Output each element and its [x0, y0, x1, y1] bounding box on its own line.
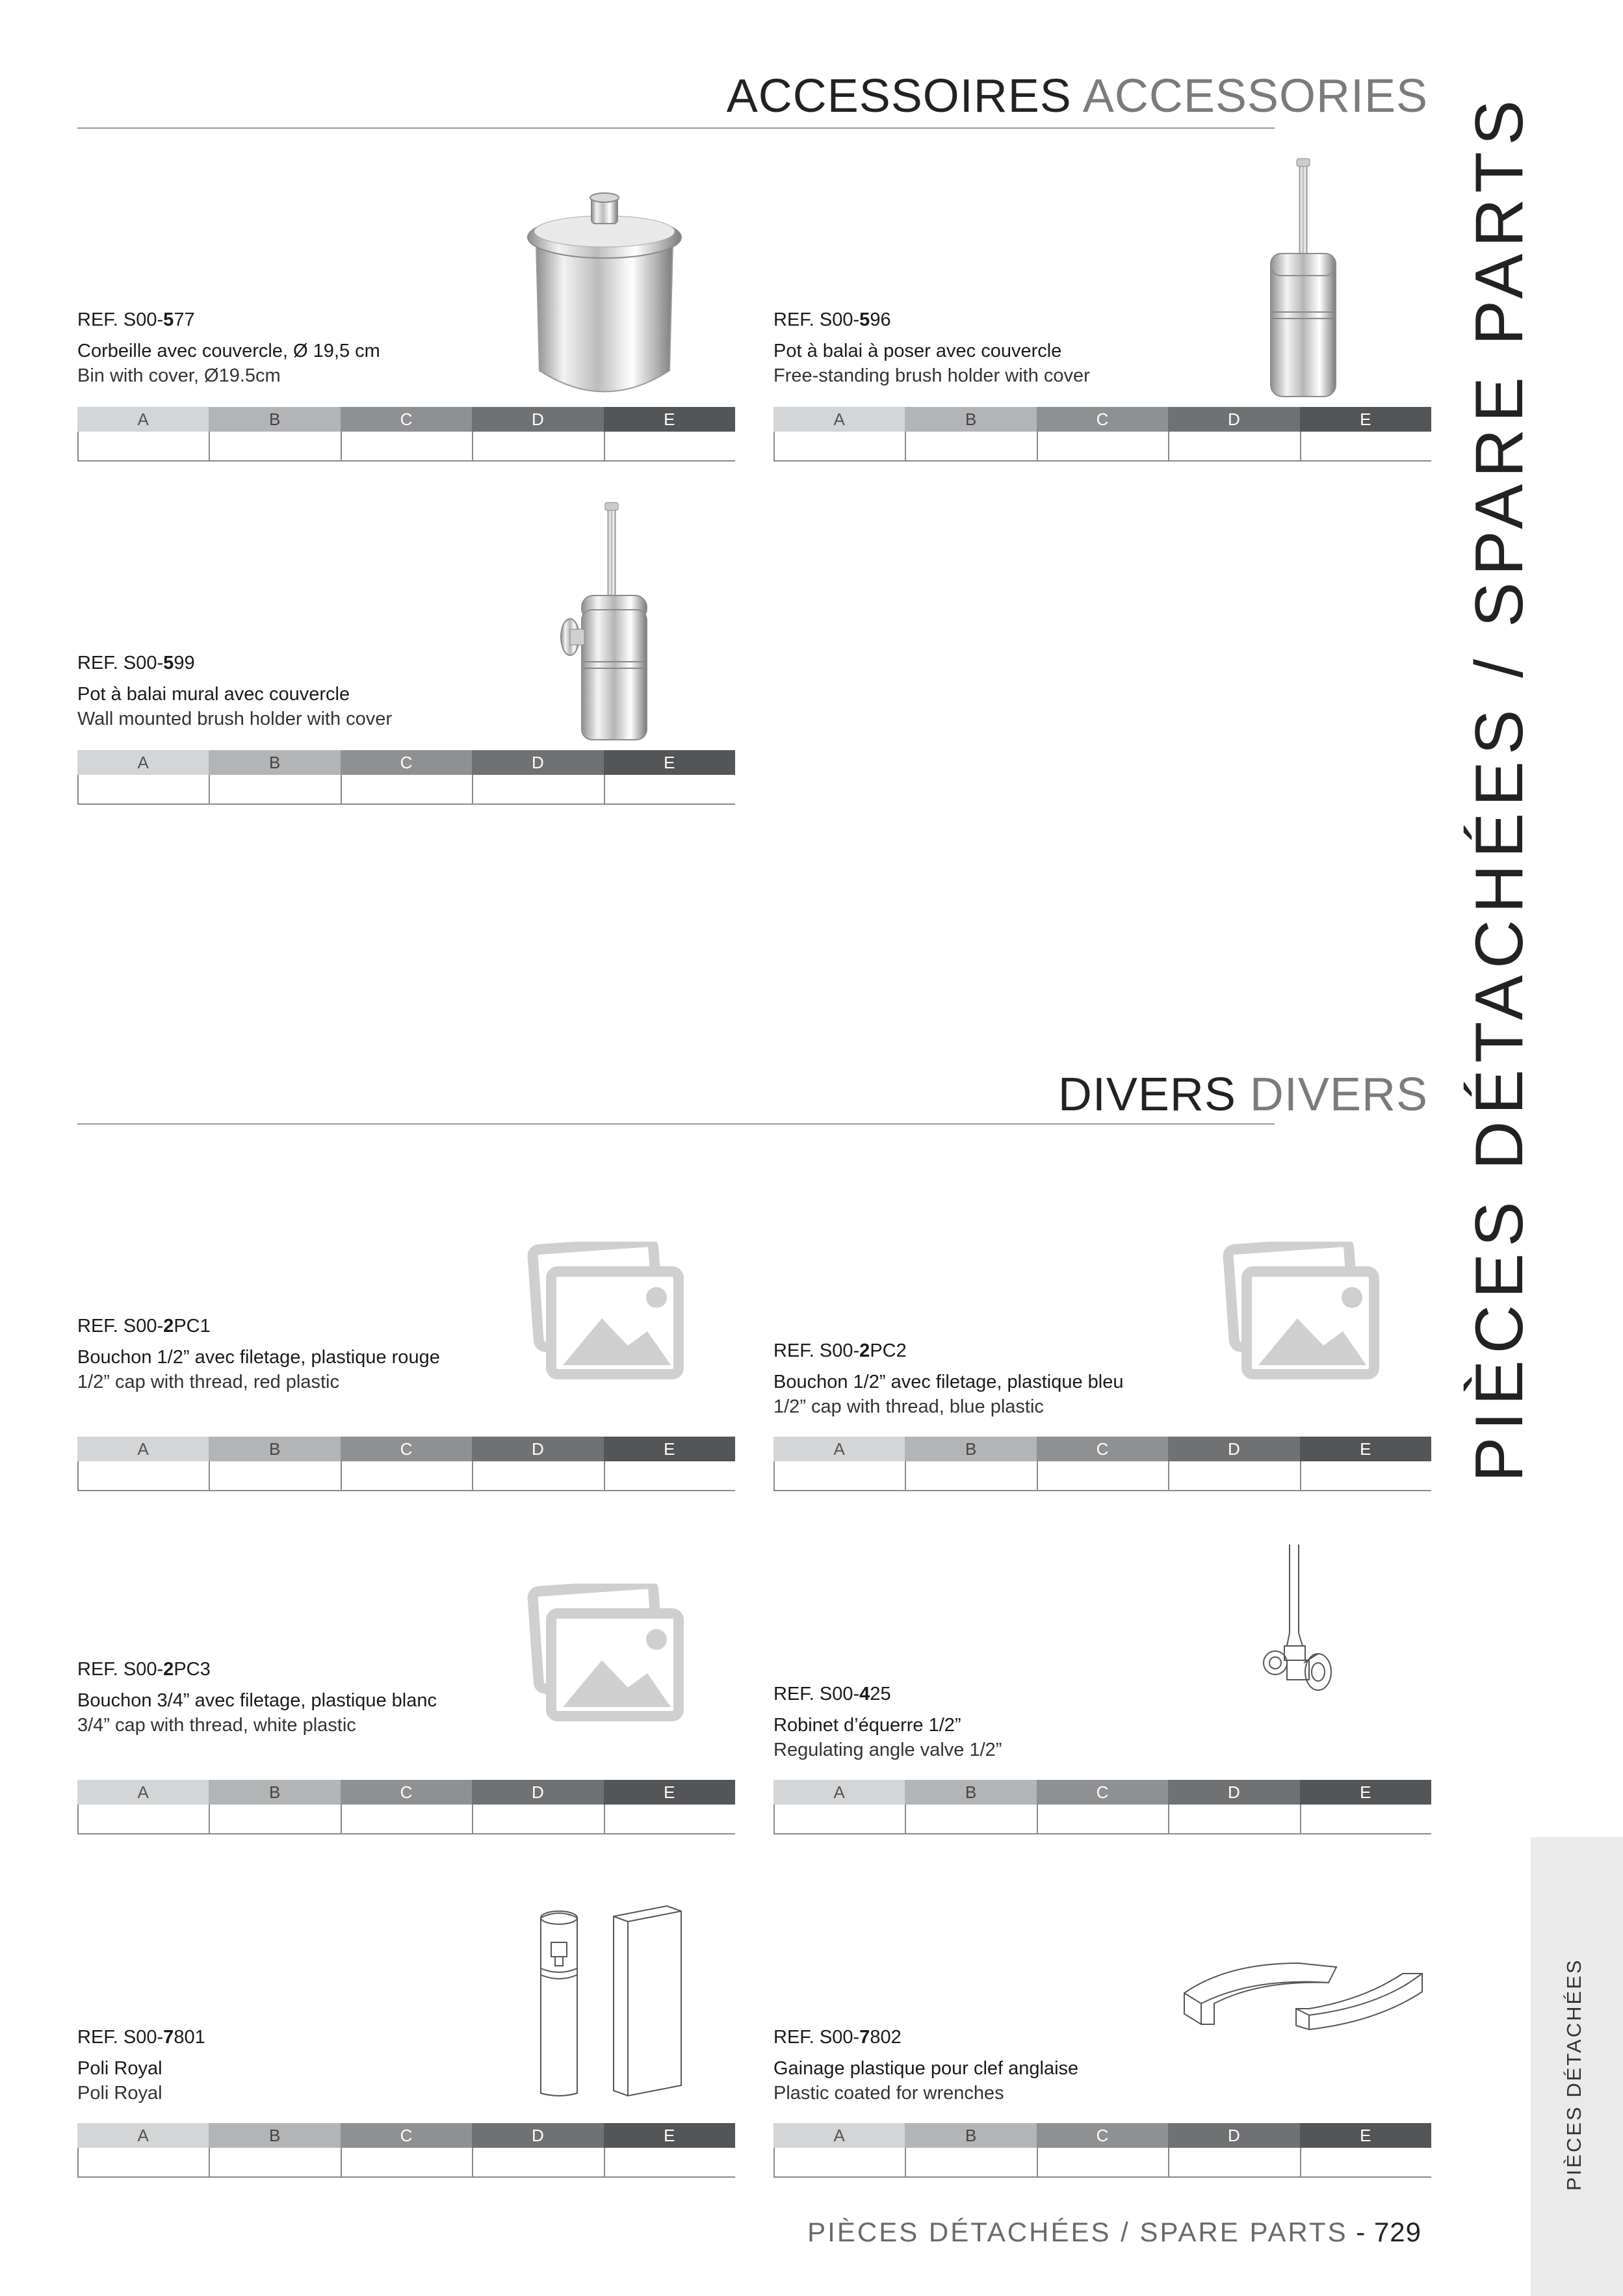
product-description-fr: Gainage plastique pour clef anglaise — [773, 2058, 1079, 2079]
grid-cell — [341, 775, 472, 803]
grid-cell — [209, 1805, 340, 1833]
finish-grid — [77, 407, 735, 462]
grid-col-e: E — [604, 1780, 735, 1805]
grid-col-c: C — [341, 407, 472, 432]
grid-cell — [1168, 432, 1299, 460]
grid-col-b: B — [905, 1780, 1036, 1805]
ref-suffix: 96 — [870, 309, 891, 330]
section-title-fr: DIVERS — [1058, 1069, 1236, 1121]
ref-suffix: PC1 — [174, 1316, 211, 1337]
grid-cell — [77, 432, 209, 460]
grid-col-a: A — [77, 407, 209, 432]
product-ref — [773, 311, 1431, 330]
grid-cell — [209, 1461, 340, 1490]
grid-col-e: E — [604, 2123, 735, 2148]
side-title: PIÈCES DÉTACHÉES / SPARE PARTS — [1462, 94, 1537, 1482]
product-card — [77, 2028, 735, 2106]
grid-cell — [472, 2148, 603, 2176]
grid-cell — [773, 1461, 905, 1490]
grid-cell — [341, 432, 472, 460]
product-ref — [773, 2028, 1431, 2047]
grid-col-d: D — [1168, 1437, 1299, 1461]
grid-cell — [209, 432, 340, 460]
ref-bold: 4 — [859, 1684, 870, 1704]
grid-cell — [1300, 2148, 1431, 2176]
grid-cell — [1168, 1805, 1299, 1833]
grid-cell — [472, 775, 603, 803]
ref-bold: 2 — [163, 1659, 174, 1680]
grid-cell — [341, 1461, 472, 1490]
ref-suffix: 801 — [174, 2027, 205, 2048]
grid-cell — [209, 2148, 340, 2176]
grid-col-a: A — [77, 2123, 209, 2148]
grid-cell — [1037, 2148, 1168, 2176]
finish-grid — [773, 407, 1431, 462]
product-card — [77, 654, 735, 731]
chapter-tab-label: PIÈCES DÉTACHÉES — [1563, 1958, 1585, 2191]
product-description-fr: Pot à balai à poser avec couvercle — [773, 341, 1062, 361]
product-card — [773, 1685, 1431, 1762]
grid-cell — [1300, 432, 1431, 460]
grid-col-a: A — [773, 407, 905, 432]
grid-col-c: C — [341, 2123, 472, 2148]
product-card — [77, 1660, 735, 1738]
grid-cell — [77, 1805, 209, 1833]
product-ref — [77, 1317, 735, 1336]
grid-cell — [341, 2148, 472, 2176]
grid-col-a: A — [77, 1780, 209, 1805]
product-description-en: Free-standing brush holder with cover — [773, 365, 1090, 386]
ref-bold: 7 — [163, 2027, 174, 2048]
grid-col-e: E — [1300, 2123, 1431, 2148]
finish-grid — [77, 2123, 735, 2178]
ref-bold: 5 — [163, 653, 174, 673]
product-card — [77, 311, 735, 388]
grid-col-b: B — [905, 2123, 1036, 2148]
grid-cell — [604, 432, 735, 460]
grid-cell — [905, 1805, 1036, 1833]
finish-grid — [773, 2123, 1431, 2178]
product-description-fr: Bouchon 3/4” avec filetage, plastique blanc — [77, 1690, 437, 1711]
grid-col-d: D — [1168, 1780, 1299, 1805]
ref-suffix: PC3 — [174, 1659, 211, 1680]
ref-bold: 5 — [859, 309, 870, 330]
ref-suffix: PC2 — [870, 1340, 907, 1361]
grid-col-c: C — [341, 750, 472, 775]
product-ref — [77, 311, 735, 330]
ref-suffix: 99 — [174, 653, 195, 673]
product-ref — [77, 2028, 735, 2047]
grid-col-a: A — [77, 1437, 209, 1461]
ref-bold: 2 — [163, 1316, 174, 1337]
ref-prefix: REF. S00- — [773, 309, 860, 330]
grid-col-e: E — [604, 750, 735, 775]
section-title-divers — [1058, 1069, 1428, 1121]
product-description-fr: Poli Royal — [77, 2058, 162, 2079]
product-ref — [77, 654, 735, 673]
grid-cell — [209, 775, 340, 803]
ref-prefix: REF. S00- — [773, 1340, 860, 1361]
finish-grid — [773, 1437, 1431, 1491]
grid-cell — [604, 1805, 735, 1833]
grid-col-b: B — [905, 1437, 1036, 1461]
product-description-fr: Corbeille avec couvercle, Ø 19,5 cm — [77, 341, 380, 361]
grid-cell — [1037, 1461, 1168, 1490]
product-description-fr: Robinet d’équerre 1/2” — [773, 1715, 961, 1736]
ref-suffix: 77 — [174, 309, 195, 330]
page-number: 729 — [1373, 2217, 1422, 2247]
section-title-accessories — [726, 70, 1428, 122]
grid-col-b: B — [209, 407, 340, 432]
finish-grid — [77, 1780, 735, 1834]
ref-prefix: REF. S00- — [77, 309, 164, 330]
grid-col-a: A — [773, 1780, 905, 1805]
product-ref — [77, 1660, 735, 1679]
grid-cell — [341, 1805, 472, 1833]
grid-cell — [604, 2148, 735, 2176]
grid-cell — [604, 775, 735, 803]
section-title-en: DIVERS — [1249, 1069, 1428, 1121]
grid-col-b: B — [905, 407, 1036, 432]
grid-col-d: D — [472, 1780, 603, 1805]
product-card — [77, 1317, 735, 1394]
grid-cell — [1300, 1461, 1431, 1490]
grid-col-e: E — [1300, 1780, 1431, 1805]
ref-prefix: REF. S00- — [773, 1684, 860, 1704]
product-description-en: 1/2” cap with thread, blue plastic — [773, 1396, 1044, 1417]
grid-col-b: B — [209, 2123, 340, 2148]
ref-prefix: REF. S00- — [77, 2027, 164, 2048]
finish-grid — [77, 1437, 735, 1491]
finish-grid — [77, 750, 735, 805]
grid-cell — [472, 1461, 603, 1490]
product-description-en: Bin with cover, Ø19.5cm — [77, 365, 281, 386]
grid-cell — [1300, 1805, 1431, 1833]
product-description-en: 1/2” cap with thread, red plastic — [77, 1372, 339, 1392]
product-card — [773, 1342, 1431, 1419]
section-rule — [77, 127, 1275, 129]
grid-cell — [604, 1461, 735, 1490]
product-card — [773, 311, 1431, 388]
grid-col-a: A — [77, 750, 209, 775]
footer-separator: - — [1347, 2217, 1374, 2247]
grid-col-d: D — [472, 750, 603, 775]
grid-col-e: E — [1300, 1437, 1431, 1461]
grid-col-d: D — [472, 2123, 603, 2148]
grid-cell — [77, 1461, 209, 1490]
product-card — [773, 2028, 1431, 2106]
grid-cell — [773, 432, 905, 460]
product-description-en: Wall mounted brush holder with cover — [77, 709, 393, 729]
grid-col-c: C — [1037, 1780, 1168, 1805]
grid-cell — [1037, 1805, 1168, 1833]
product-description-fr: Pot à balai mural avec couvercle — [77, 684, 350, 705]
grid-cell — [1037, 432, 1168, 460]
product-description-en: Poli Royal — [77, 2083, 162, 2104]
grid-cell — [1168, 2148, 1299, 2176]
grid-cell — [77, 775, 209, 803]
grid-col-c: C — [1037, 1437, 1168, 1461]
product-ref — [773, 1685, 1431, 1704]
grid-col-e: E — [1300, 407, 1431, 432]
grid-col-d: D — [1168, 407, 1299, 432]
product-description-fr: Bouchon 1/2” avec filetage, plastique bleu — [773, 1372, 1124, 1392]
grid-col-d: D — [1168, 2123, 1299, 2148]
finish-grid — [773, 1780, 1431, 1834]
product-description-fr: Bouchon 1/2” avec filetage, plastique rouge — [77, 1347, 440, 1368]
ref-prefix: REF. S00- — [77, 1316, 164, 1337]
product-description-en: Regulating angle valve 1/2” — [773, 1740, 1002, 1760]
grid-cell — [905, 2148, 1036, 2176]
grid-col-a: A — [773, 1437, 905, 1461]
grid-col-e: E — [604, 407, 735, 432]
grid-col-d: D — [472, 407, 603, 432]
page-footer — [807, 2217, 1422, 2248]
section-title-en: ACCESSORIES — [1082, 70, 1428, 122]
grid-col-e: E — [604, 1437, 735, 1461]
ref-prefix: REF. S00- — [773, 2027, 860, 2048]
section-title-fr: ACCESSOIRES — [726, 70, 1072, 122]
grid-col-c: C — [341, 1437, 472, 1461]
grid-cell — [773, 2148, 905, 2176]
ref-bold: 2 — [859, 1340, 870, 1361]
product-description-en: 3/4” cap with thread, white plastic — [77, 1715, 356, 1736]
grid-cell — [905, 432, 1036, 460]
grid-col-b: B — [209, 1780, 340, 1805]
grid-col-c: C — [1037, 2123, 1168, 2148]
ref-prefix: REF. S00- — [77, 1659, 164, 1680]
section-rule — [77, 1123, 1275, 1125]
ref-bold: 5 — [163, 309, 174, 330]
grid-cell — [77, 2148, 209, 2176]
ref-suffix: 802 — [870, 2027, 902, 2048]
grid-col-c: C — [341, 1780, 472, 1805]
ref-prefix: REF. S00- — [77, 653, 164, 673]
grid-col-d: D — [472, 1437, 603, 1461]
grid-cell — [472, 1805, 603, 1833]
grid-cell — [472, 432, 603, 460]
grid-cell — [1168, 1461, 1299, 1490]
grid-col-b: B — [209, 750, 340, 775]
ref-suffix: 25 — [870, 1684, 891, 1704]
grid-cell — [773, 1805, 905, 1833]
footer-text: PIÈCES DÉTACHÉES / SPARE PARTS — [807, 2217, 1348, 2247]
product-description-en: Plastic coated for wrenches — [773, 2083, 1004, 2104]
grid-cell — [905, 1461, 1036, 1490]
grid-col-a: A — [773, 2123, 905, 2148]
product-ref — [773, 1342, 1431, 1361]
grid-col-c: C — [1037, 407, 1168, 432]
ref-bold: 7 — [859, 2027, 870, 2048]
grid-col-b: B — [209, 1437, 340, 1461]
